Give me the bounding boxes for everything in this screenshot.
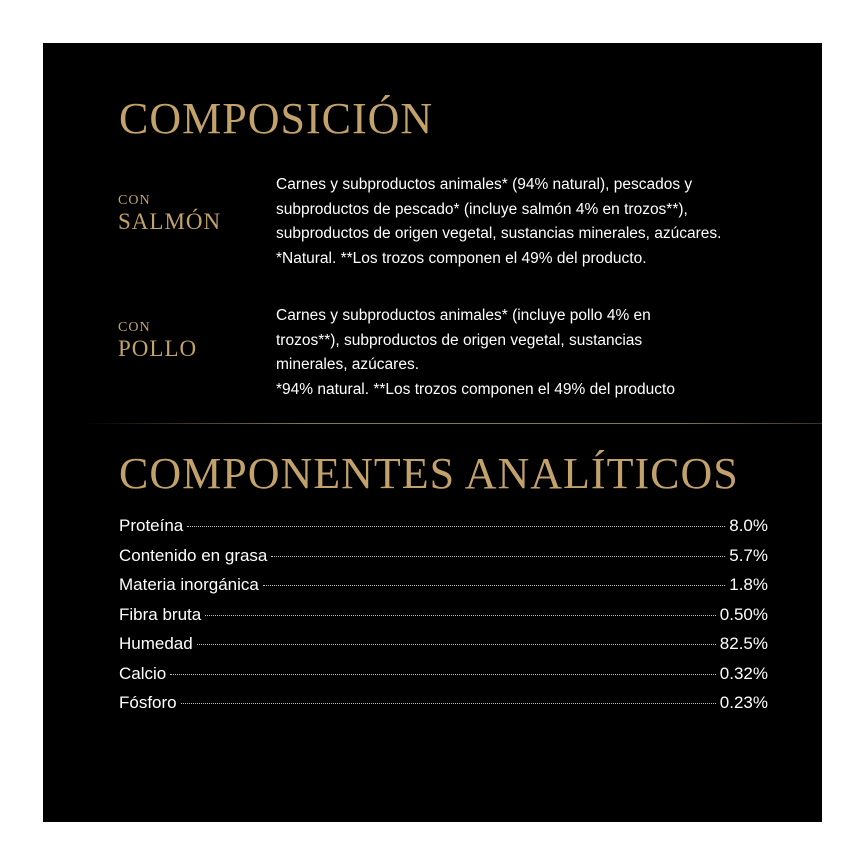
table-row [119, 634, 768, 664]
description-line: Carnes y subproductos animales* (incluye pollo 4% en [276, 307, 651, 324]
row-value: 0.50% [719, 604, 768, 624]
analytics-title: COMPONENTES ANALÍTICOS [119, 449, 739, 498]
row-value: 0.32% [719, 663, 768, 683]
variant-salmon-label [118, 193, 221, 235]
row-label: Contenido en grasa [119, 545, 268, 565]
analytics-table [119, 516, 768, 723]
description-line: *Natural. **Los trozos componen el 49% del producto. [276, 249, 647, 267]
table-row [119, 575, 768, 605]
description-line: minerales, azúcares. [276, 356, 420, 373]
dot-leader [271, 556, 725, 557]
description-line: Carnes y subproductos animales* (94% natural), pescados y [276, 176, 693, 193]
dot-leader [197, 644, 716, 645]
variant-name: SALMÓN [118, 209, 222, 234]
description-line: *94% natural. **Los trozos componen el 49% del producto [276, 380, 675, 398]
description-line: subproductos de origen vegetal, sustancias minerales, azúcares. [276, 225, 722, 242]
composition-title: COMPOSICIÓN [119, 94, 434, 143]
row-label: Fósforo [119, 693, 177, 712]
row-value: 0.23% [719, 693, 768, 712]
description-line: trozos**), subproductos de origen vegetal, sustancias [276, 331, 643, 349]
table-row [119, 516, 768, 546]
table-row [119, 546, 768, 576]
info-panel [43, 43, 822, 822]
section-divider [83, 423, 822, 424]
dot-leader [205, 615, 716, 616]
table-row [119, 605, 768, 635]
dot-leader [181, 703, 716, 704]
row-label: Materia inorgánica [119, 575, 259, 594]
row-value: 5.7% [729, 545, 768, 565]
variant-prefix: CON [118, 193, 151, 208]
variant-prefix: CON [118, 320, 151, 335]
dot-leader [263, 585, 725, 586]
row-value: 82.5% [719, 634, 768, 653]
dot-leader [170, 674, 716, 675]
variant-chicken-description [276, 304, 806, 402]
variant-chicken-label [118, 320, 197, 362]
row-value: 1.8% [729, 575, 768, 594]
row-label: Humedad [119, 634, 193, 653]
variant-name: POLLO [118, 336, 198, 361]
row-label: Fibra bruta [119, 604, 202, 624]
table-row [119, 664, 768, 694]
variant-salmon-description [276, 173, 806, 271]
row-value: 8.0% [729, 516, 768, 535]
table-row [119, 693, 768, 723]
description-line: subproductos de pescado* (incluye salmón 4% en trozos**), [276, 200, 688, 218]
row-label: Calcio [119, 663, 167, 683]
row-label: Proteína [119, 516, 184, 535]
dot-leader [187, 526, 725, 527]
